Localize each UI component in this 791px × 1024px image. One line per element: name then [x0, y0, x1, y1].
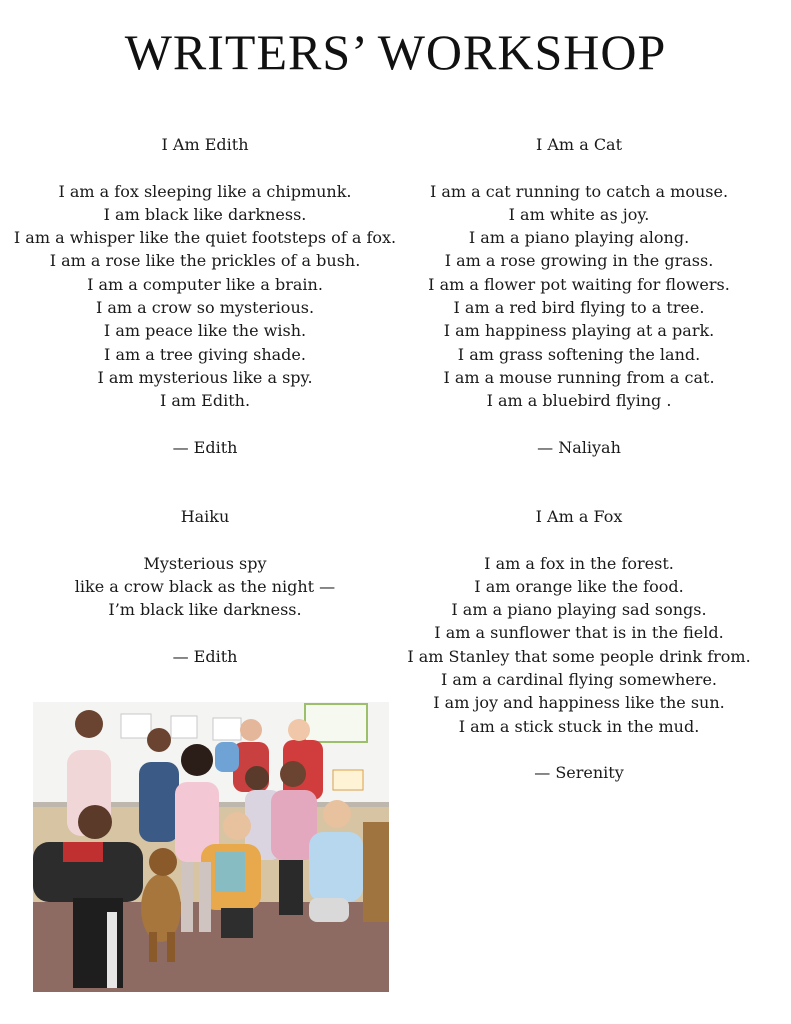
poem-author: — Edith: [172, 646, 238, 666]
poem-line: I am a fox in the forest.: [484, 553, 674, 573]
poem-line: I am joy and happiness like the sun.: [433, 693, 725, 713]
poem-line: I am a rose growing in the grass.: [444, 251, 714, 271]
poem-line: I am a bluebird flying .: [486, 391, 672, 411]
poem-line: I am black like darkness.: [103, 204, 307, 224]
poem-line: like a crow black as the night —: [74, 576, 336, 596]
poem-line: I am a computer like a brain.: [87, 274, 323, 294]
poem-line: I am a mouse running from a cat.: [443, 367, 715, 387]
poem-line: I am happiness playing at a park.: [443, 321, 715, 341]
poem-line: I am a stick stuck in the mud.: [458, 716, 700, 736]
poem-line: I am a cat running to catch a mouse.: [429, 181, 729, 201]
poem-line: I am a whisper like the quiet footsteps of a fox.: [13, 228, 397, 248]
poem-title: I Am a Cat: [535, 135, 623, 154]
poem-title: Haiku: [180, 507, 230, 526]
poem-haiku: [0, 505, 410, 668]
poem-title: I Am Edith: [161, 135, 249, 154]
poem-author: — Naliyah: [537, 437, 621, 457]
poem-line: I am a tree giving shade.: [104, 344, 306, 364]
poem-line: I am a fox sleeping like a chipmunk.: [58, 181, 352, 201]
poem-line: I am Stanley that some people drink from.: [407, 646, 751, 666]
poem-line: I’m black like darkness.: [108, 600, 302, 620]
poem-author: — Edith: [172, 437, 238, 457]
group-photo: [33, 702, 389, 992]
poem-line: I am mysterious like a spy.: [97, 367, 313, 387]
poem-line: I am a rose like the prickles of a bush.: [49, 251, 361, 271]
poem-author: — Serenity: [534, 763, 624, 783]
poem-line: Mysterious spy: [143, 553, 267, 573]
poem-title: I Am a Fox: [535, 507, 623, 526]
page-title: WRITERS’ WORKSHOP: [124, 24, 667, 80]
poem-line: I am a crow so mysterious.: [95, 298, 315, 318]
poem-line: I am a piano playing sad songs.: [451, 600, 707, 620]
poem-i-am-edith: [0, 133, 410, 459]
poem-line: I am a cardinal flying somewhere.: [441, 670, 717, 690]
poem-i-am-a-cat: [374, 133, 784, 459]
poem-line: I am orange like the food.: [474, 576, 684, 596]
poem-line: I am a sunflower that is in the field.: [434, 623, 724, 643]
poem-line: I am white as joy.: [508, 204, 650, 224]
poem-line: I am a flower pot waiting for flowers.: [428, 274, 730, 294]
poem-line: I am Edith.: [159, 391, 251, 411]
poem-line: I am a red bird flying to a tree.: [453, 298, 705, 318]
poem-line: I am grass softening the land.: [457, 344, 701, 364]
poem-line: I am a piano playing along.: [468, 228, 690, 248]
poem-i-am-a-fox: [374, 505, 784, 785]
poem-line: I am peace like the wish.: [103, 321, 307, 341]
